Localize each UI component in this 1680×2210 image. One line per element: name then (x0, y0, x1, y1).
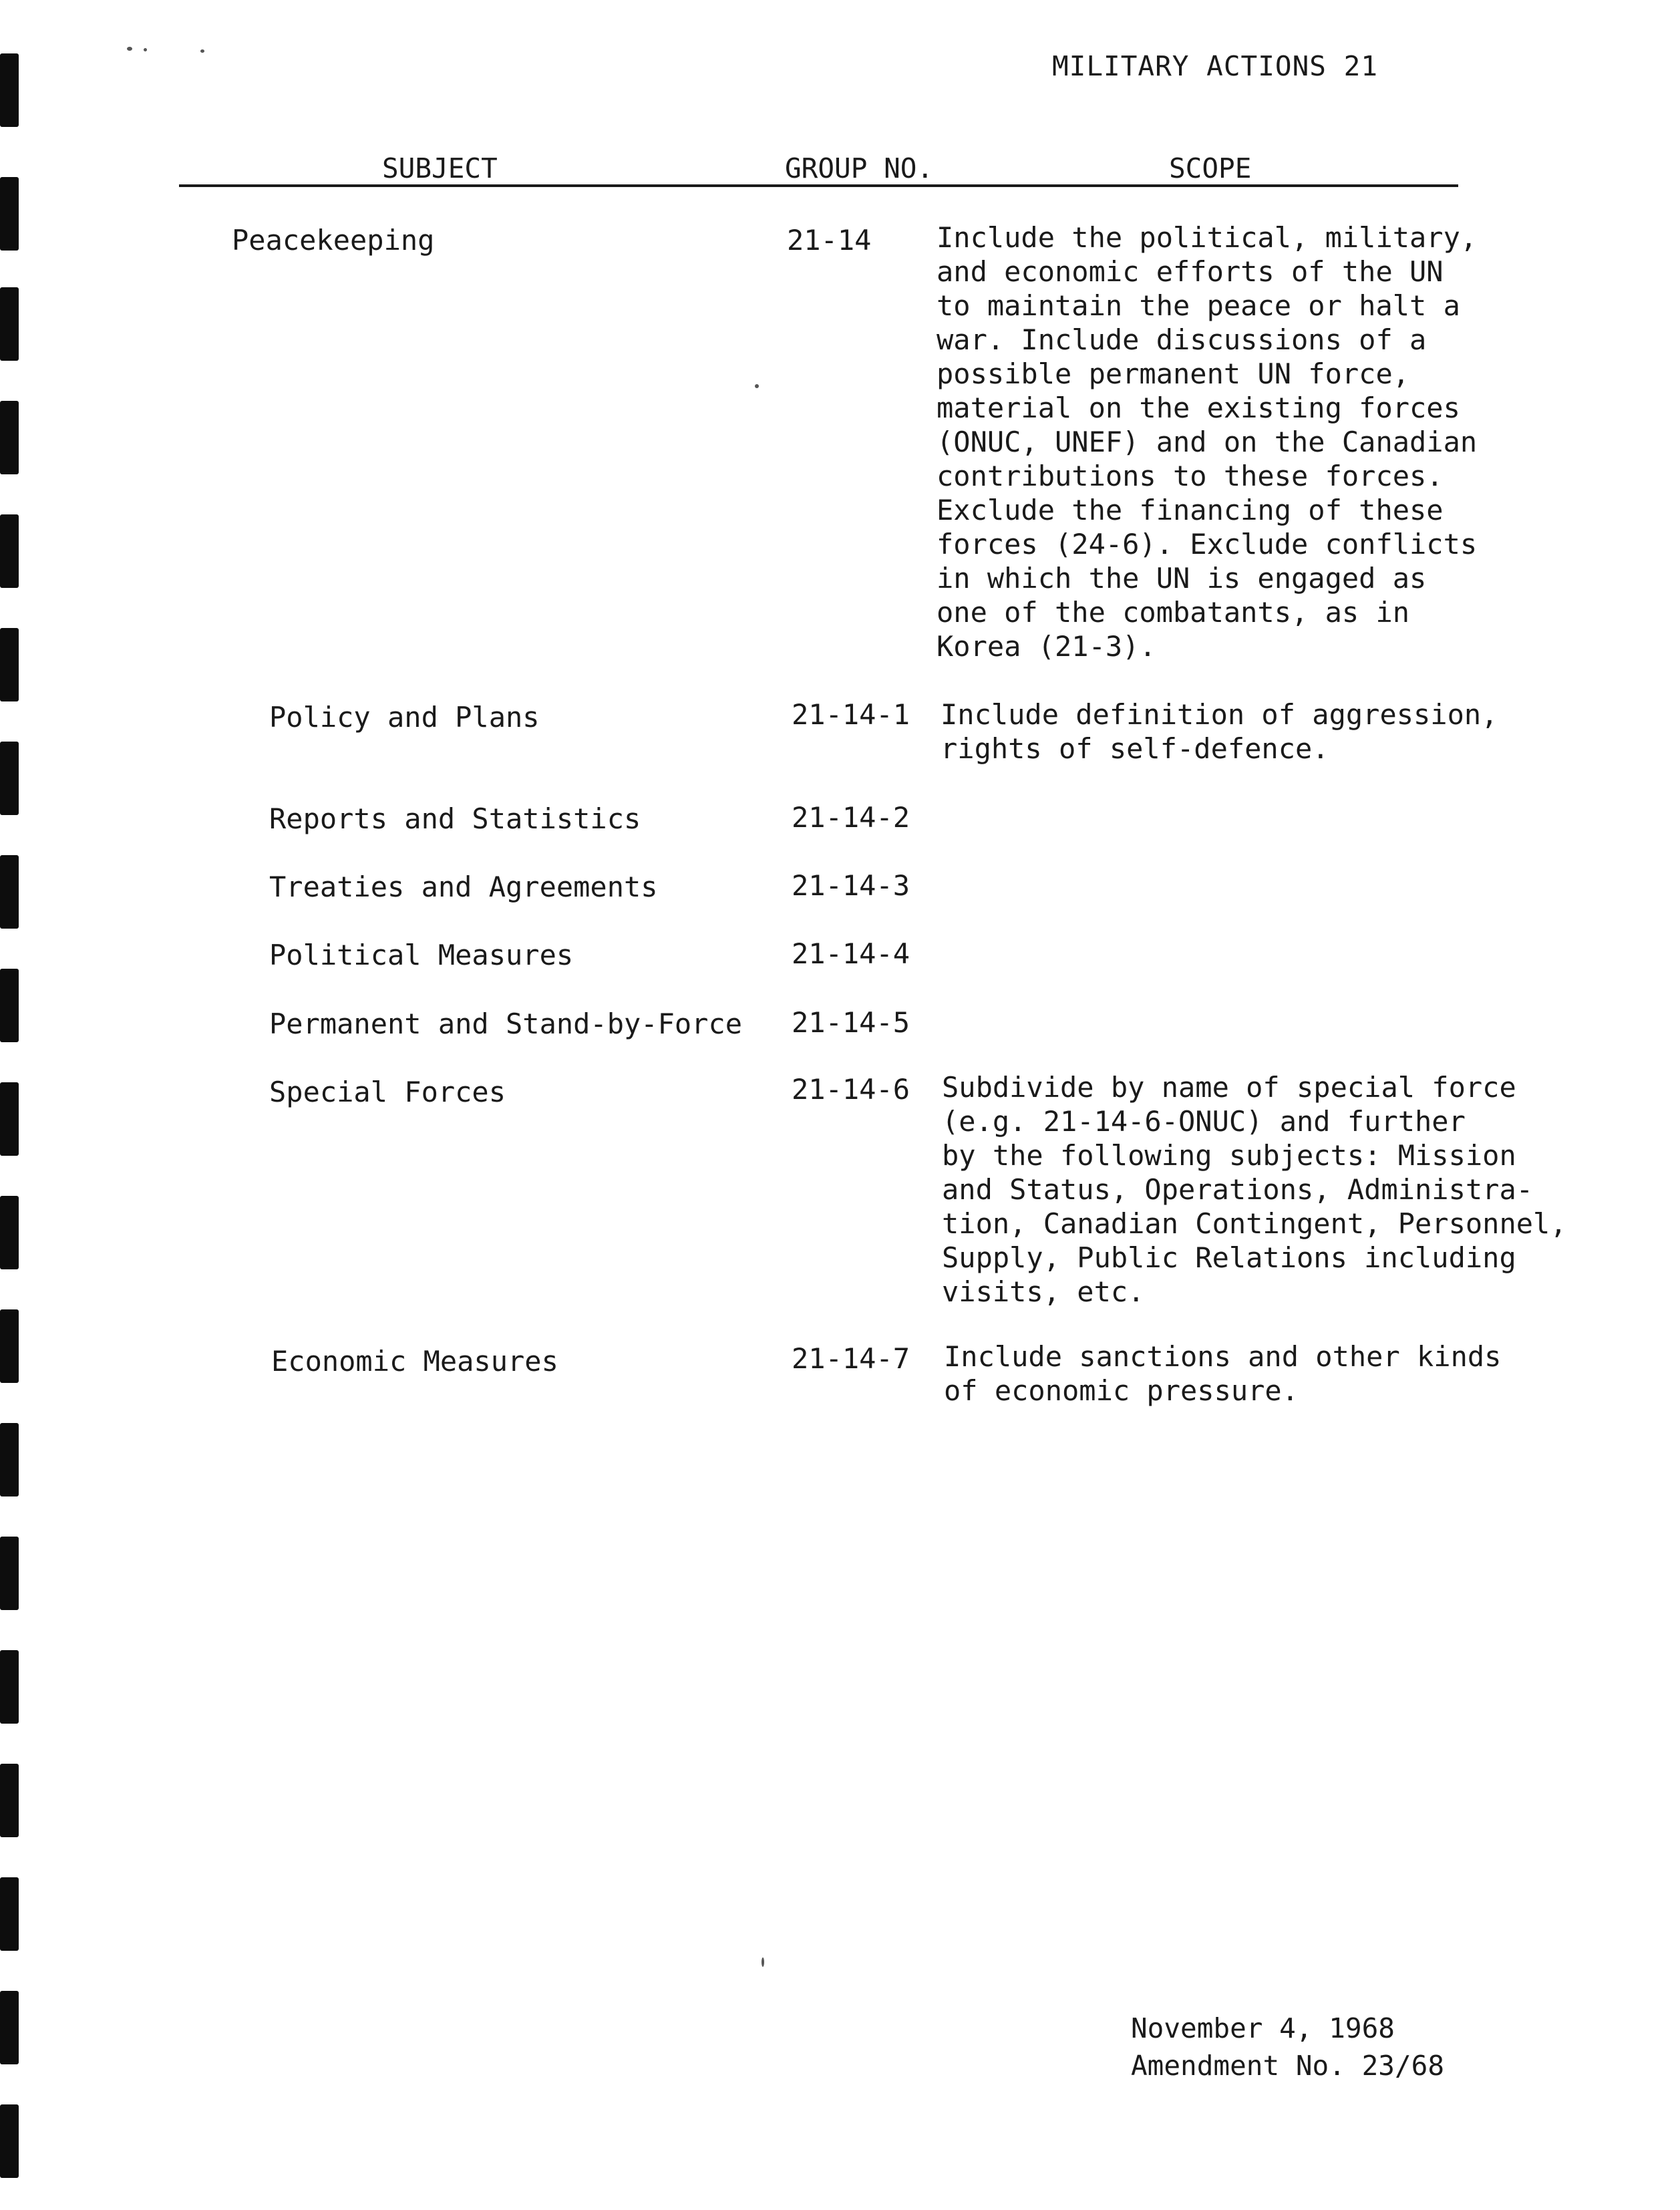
row-group-no: 21-14-7 (792, 1342, 910, 1375)
binder-mark (0, 287, 19, 361)
row-group-no: 21-14-4 (792, 937, 910, 970)
row-scope: Subdivide by name of special force (e.g. 21-14-6-ONUC) and further by the following subjects: Mission and Status, Operations, Administra- tion, Canadian Contingent, Personnel, Supply, Public Relations including visits, etc. (942, 1071, 1567, 1308)
row-group-no: 21-14-3 (792, 869, 910, 902)
binder-mark (0, 1309, 19, 1383)
binder-mark (0, 1877, 19, 1951)
binder-mark (0, 1991, 19, 2064)
header-rule (179, 184, 1458, 187)
column-header-subject: SUBJECT (382, 152, 498, 184)
binder-mark (0, 177, 19, 251)
row-group-no: 21-14-5 (792, 1006, 910, 1039)
row-subject: Peacekeeping (232, 224, 435, 257)
row-subject: Reports and Statistics (269, 802, 641, 835)
binder-mark (0, 1196, 19, 1269)
binder-mark (0, 855, 19, 929)
binder-mark (0, 1650, 19, 1724)
binder-mark (0, 1537, 19, 1610)
scan-speck (144, 48, 147, 51)
row-subject: Economic Measures (271, 1345, 558, 1378)
row-group-no: 21-14-1 (792, 698, 910, 731)
column-header-group-no: GROUP NO. (785, 152, 934, 184)
binder-mark (0, 401, 19, 474)
row-subject: Treaties and Agreements (269, 871, 658, 903)
footer-amendment: Amendment No. 23/68 (1131, 2050, 1444, 2082)
binder-mark (0, 2104, 19, 2178)
binder-mark (0, 1423, 19, 1496)
scan-speck (755, 384, 759, 388)
row-scope: Include the political, military, and economic efforts of the UN to maintain the peace or halt a war. Include discussions of a possible permanent UN force, material on the existing forces (ONUC, UNEF) and on the Canadian contributions to these forces. Exclude the financing of these forces (24-6). Exclude conflicts in which the UN is engaged as one of the combatants, as in Korea (21-3). (937, 221, 1478, 663)
row-group-no: 21-14-2 (792, 801, 910, 834)
binder-mark (0, 1082, 19, 1156)
scan-speck (200, 49, 204, 53)
row-subject: Policy and Plans (269, 701, 540, 734)
scan-speck (127, 47, 132, 51)
row-subject: Political Measures (269, 939, 574, 971)
footer-date: November 4, 1968 (1131, 2012, 1395, 2044)
binder-mark (0, 1764, 19, 1837)
row-subject: Special Forces (269, 1076, 506, 1108)
row-group-no: 21-14 (787, 224, 872, 257)
row-scope: Include sanctions and other kinds of economic pressure. (944, 1340, 1502, 1407)
column-header-scope: SCOPE (1169, 152, 1252, 184)
binder-mark (0, 628, 19, 701)
binder-mark (0, 514, 19, 588)
row-group-no: 21-14-6 (792, 1073, 910, 1106)
binder-mark (0, 53, 19, 127)
row-scope: Include definition of aggression, rights of self-defence. (941, 698, 1498, 765)
scan-speck (762, 1957, 764, 1967)
row-subject: Permanent and Stand-by-Force (269, 1007, 743, 1040)
page-footer (1131, 2010, 1444, 2084)
page-header: MILITARY ACTIONS 21 (1052, 50, 1378, 82)
binder-mark (0, 742, 19, 815)
binder-mark (0, 969, 19, 1042)
